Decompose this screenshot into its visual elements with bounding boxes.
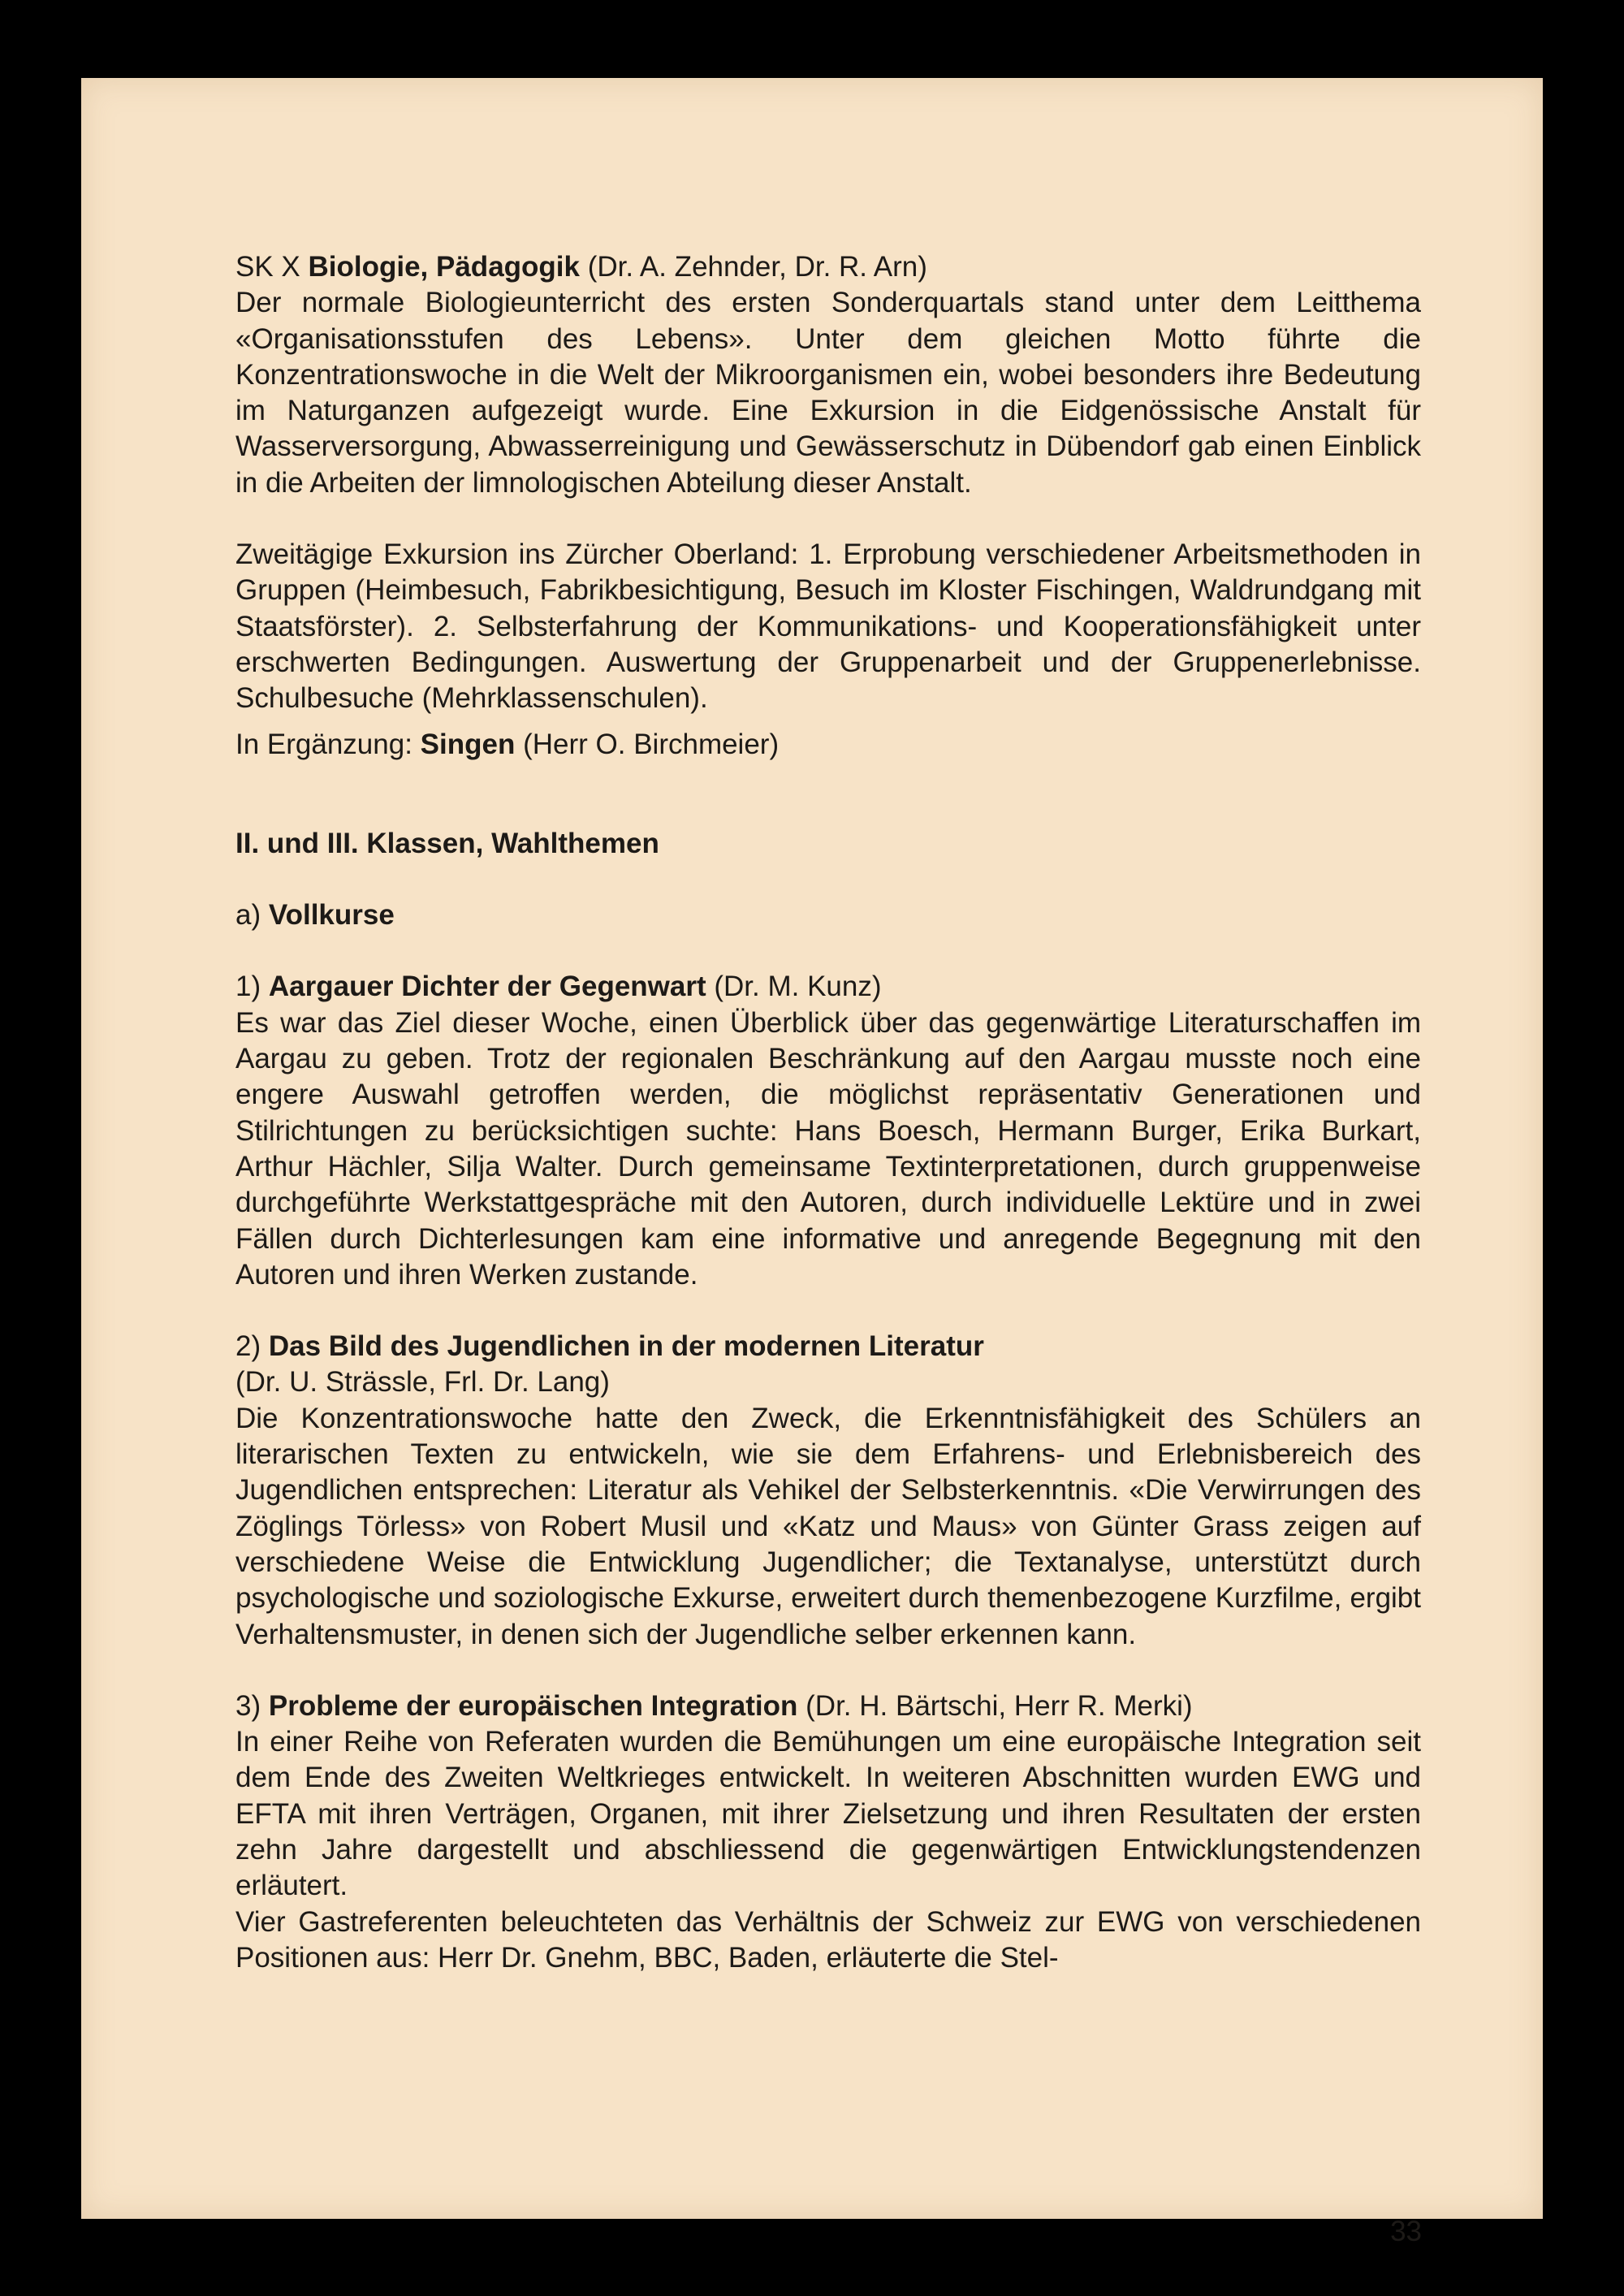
course-3-body: In einer Reihe von Referaten wurden die Bemühungen um eine europäische Integration seit dem Ende des Zweiten Weltkrieges entwickelt. In weiteren Abschnitten wurden EWG und EFTA mit ihren Verträgen, Organen, mit ihrer Zielsetzung und ihren Resultaten der ersten zehn Jahre dargestellt und abschliessend die gegenwärtigen Entwicklungstendenzen erläutert. <box>235 1726 1421 1902</box>
spacer <box>235 1293 1421 1329</box>
supplement-prefix: In Ergänzung: <box>235 728 412 760</box>
course-3-heading <box>235 1688 1421 1724</box>
skx-excursion: Zweitägige Exkursion ins Zürcher Oberland: 1. Erprobung verschiedener Arbeitsmethoden in Gruppen (Heimbesuch, Fabrikbesichtigung, Besuch im Kloster Fischingen, Waldrundgang mit Staatsförster). 2. Selbsterfahrung der Kommunikations- und Kooperationsfähigkeit unter erschwerten Bedingungen. Auswertung der Gruppenarbeit und der Gruppenerlebnisse. Schulbesuche (Mehrklassenschulen). <box>235 538 1421 715</box>
supplement-subject: Singen <box>420 728 516 760</box>
course-1-body: Es war das Ziel dieser Woche, einen Überblick über das gegenwärtige Literaturschaffen im Aargau zu geben. Trotz der regionalen Beschränkung auf den Aargau musste noch eine engere Auswahl getroffen werden, die möglichst repräsentativ Generationen und Stilrichtungen zu berücksichtigen suchte: Hans Boesch, Hermann Burger, Erika Burkart, Arthur Hächler, Silja Walter. Durch gemeinsame Textinterpretationen, durch gruppenweise durchgeführte Werkstattgespräche mit den Autoren, durch individuelle Lektüre und in zwei Fällen durch Dichterlesungen kam eine informative und anregende Begegnung mit den Autoren und ihren Werken zustande. <box>235 1006 1421 1291</box>
skx-heading-line <box>235 249 1421 285</box>
course-1-title: Aargauer Dichter der Gegenwart <box>268 971 706 1003</box>
spacer <box>235 717 1421 727</box>
course-2-teachers: (Dr. U. Strässle, Frl. Dr. Lang) <box>235 1366 610 1399</box>
skx-body: Der normale Biologieunterricht des ersten Sonderquartals stand unter dem Leitthema «Organisationsstufen des Lebens». Unter dem gleichen Motto führte die Konzentrationswoche in die Welt der Mikroorganismen ein, wobei besonders ihre Bedeutung im Naturganzen aufgezeigt wurde. Eine Exkursion in die Eidgenössische Anstalt für Wasserversorgung, Abwasserreinigung und Gewässerschutz in Dübendorf gab einen Einblick in die Arbeiten der limnologischen Abteilung dieser Anstalt. <box>235 287 1421 499</box>
course-2-num: 2) <box>235 1330 261 1363</box>
skx-code: SK X <box>235 251 300 283</box>
course-1-num: 1) <box>235 971 261 1003</box>
course-3-teachers: (Dr. H. Bärtschi, Herr R. Merki) <box>806 1689 1193 1722</box>
skx-teachers: (Dr. A. Zehnder, Dr. R. Arn) <box>587 251 927 283</box>
course-1-heading <box>235 969 1421 1005</box>
skx-title: Biologie, Pädagogik <box>308 251 580 283</box>
spacer <box>235 763 1421 826</box>
section-heading: II. und III. Klassen, Wahlthemen <box>235 827 659 859</box>
skx-supplement <box>235 727 1421 763</box>
course-3-body-continued: Vier Gastreferenten beleuchteten das Verhältnis der Schweiz zur EWG von verschiedenen Positionen aus: Herr Dr. Gnehm, BBC, Baden, erläuterte die Stel- <box>235 1905 1421 1974</box>
supplement-teacher: (Herr O. Birchmeier) <box>523 728 780 760</box>
subsection-heading <box>235 897 1421 933</box>
subsection-prefix: a) <box>235 899 261 932</box>
spacer <box>235 933 1421 969</box>
course-3-title: Probleme der europäischen Integration <box>268 1689 798 1722</box>
spacer <box>235 501 1421 537</box>
course-3-num: 3) <box>235 1689 261 1722</box>
course-1-teachers: (Dr. M. Kunz) <box>714 971 882 1003</box>
spacer <box>235 862 1421 897</box>
page-number: 33 <box>1390 2216 1422 2247</box>
subsection-title: Vollkurse <box>268 899 395 932</box>
page-content <box>235 249 1421 1976</box>
course-2-body: Die Konzentrationswoche hatte den Zweck, die Erkenntnisfähigkeit des Schülers an literarischen Texten zu entwickeln, wie sie dem Erfahrens- und Erlebnisbereich des Jugendlichen entsprechen: Literatur als Vehikel der Selbsterkenntnis. «Die Verwirrungen des Zöglings Törless» von Robert Musil und «Katz und Maus» von Günter Grass zeigen auf verschiedene Weise die Entwicklung Jugendlicher; die Textanalyse, unterstützt durch psychologische und soziologische Exkurse, erweitert durch themenbezogene Kurzfilme, ergibt Verhaltensmuster, in denen sich der Jugendliche selber erkennen kann. <box>235 1402 1421 1650</box>
course-2-heading <box>235 1329 1421 1364</box>
spacer <box>235 1653 1421 1688</box>
document-page <box>81 78 1543 2247</box>
course-2-title: Das Bild des Jugendlichen in der modernen Literatur <box>268 1330 984 1363</box>
